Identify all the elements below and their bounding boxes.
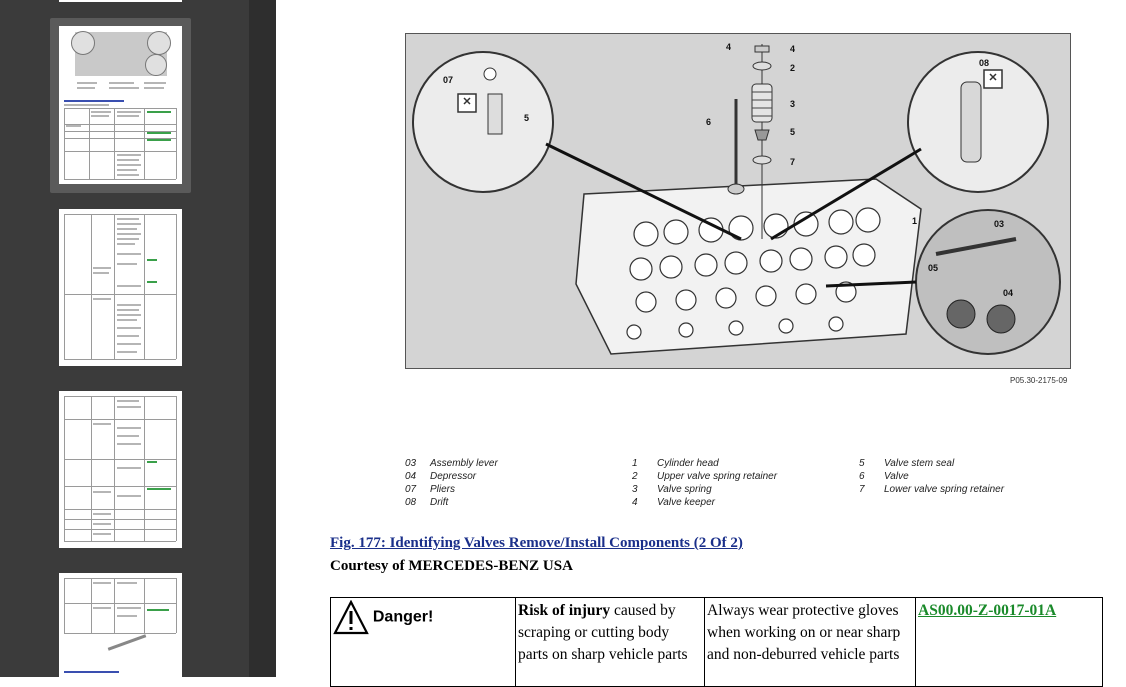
legend-item: 08 Drift bbox=[405, 497, 449, 508]
risk-bold: Risk of injury bbox=[518, 602, 611, 619]
danger-label: Danger! bbox=[372, 608, 434, 626]
thumbnail-page-2[interactable] bbox=[59, 209, 182, 366]
callout-5-detail: 5 bbox=[524, 113, 530, 123]
callout-5: 5 bbox=[790, 127, 796, 137]
thumbnail-page-3[interactable] bbox=[59, 391, 182, 548]
legend-item: 2 Upper valve spring retainer bbox=[632, 471, 778, 482]
figure-code: P05.30-2175-09 bbox=[1010, 376, 1068, 385]
callout-07: 07 bbox=[443, 75, 454, 85]
thumbnail-page-1[interactable] bbox=[59, 26, 182, 184]
action-cell bbox=[705, 598, 916, 687]
callout-7: 7 bbox=[790, 157, 796, 167]
danger-table bbox=[330, 597, 1103, 687]
legend-item: 5 Valve stem seal bbox=[859, 458, 955, 469]
callout-3: 3 bbox=[790, 99, 796, 109]
danger-cell bbox=[331, 598, 516, 687]
document-page bbox=[276, 0, 1126, 677]
callout-1: 1 bbox=[912, 216, 918, 226]
legend-item: 3 Valve spring bbox=[632, 484, 712, 495]
legend-column-2 bbox=[632, 457, 777, 509]
thumbnail-sidebar bbox=[0, 0, 249, 677]
legend-item: 4 Valve keeper bbox=[632, 497, 715, 508]
link-cell bbox=[916, 598, 1103, 687]
callout-05: 05 bbox=[928, 263, 939, 273]
legend-column-1 bbox=[405, 457, 498, 509]
legend-item: 1 Cylinder head bbox=[632, 458, 719, 469]
legend-column-3 bbox=[859, 457, 1004, 496]
legend-item: 07 Pliers bbox=[405, 484, 456, 495]
action-text: Always wear protective gloves when working on or near sharp and non-deburred vehicle parts bbox=[707, 602, 901, 663]
callout-2: 2 bbox=[790, 63, 796, 73]
thumbnail-page-prev[interactable] bbox=[59, 0, 182, 2]
legend-item: 6 Valve bbox=[859, 471, 909, 482]
warning-triangle-icon bbox=[333, 600, 369, 636]
table-row bbox=[331, 598, 1103, 687]
legend-item: 04 Depressor bbox=[405, 471, 477, 482]
document-reference-link[interactable]: AS00.00-Z-0017-01A bbox=[918, 602, 1057, 619]
sidebar-scroll-gutter[interactable] bbox=[249, 0, 276, 677]
callout-4-left: 4 bbox=[726, 42, 732, 52]
figure-caption-link[interactable]: Fig. 177: Identifying Valves Remove/Install Components (2 Of 2) bbox=[330, 535, 743, 551]
figure-courtesy: Courtesy of MERCEDES-BENZ USA bbox=[330, 558, 573, 574]
callout-6: 6 bbox=[706, 117, 712, 127]
cylinder-head-illustration bbox=[405, 33, 1071, 369]
thumbnail-page-4[interactable] bbox=[59, 573, 182, 677]
callout-08: 08 bbox=[979, 58, 990, 68]
callout-03: 03 bbox=[994, 219, 1005, 229]
callout-4-right: 4 bbox=[790, 44, 796, 54]
risk-text: caused by scraping or cutting body parts on sharp vehicle parts bbox=[518, 602, 688, 663]
risk-cell bbox=[516, 598, 705, 687]
legend-item: 03 Assembly lever bbox=[405, 458, 498, 469]
callout-04: 04 bbox=[1003, 288, 1014, 298]
legend-item: 7 Lower valve spring retainer bbox=[859, 484, 1005, 495]
